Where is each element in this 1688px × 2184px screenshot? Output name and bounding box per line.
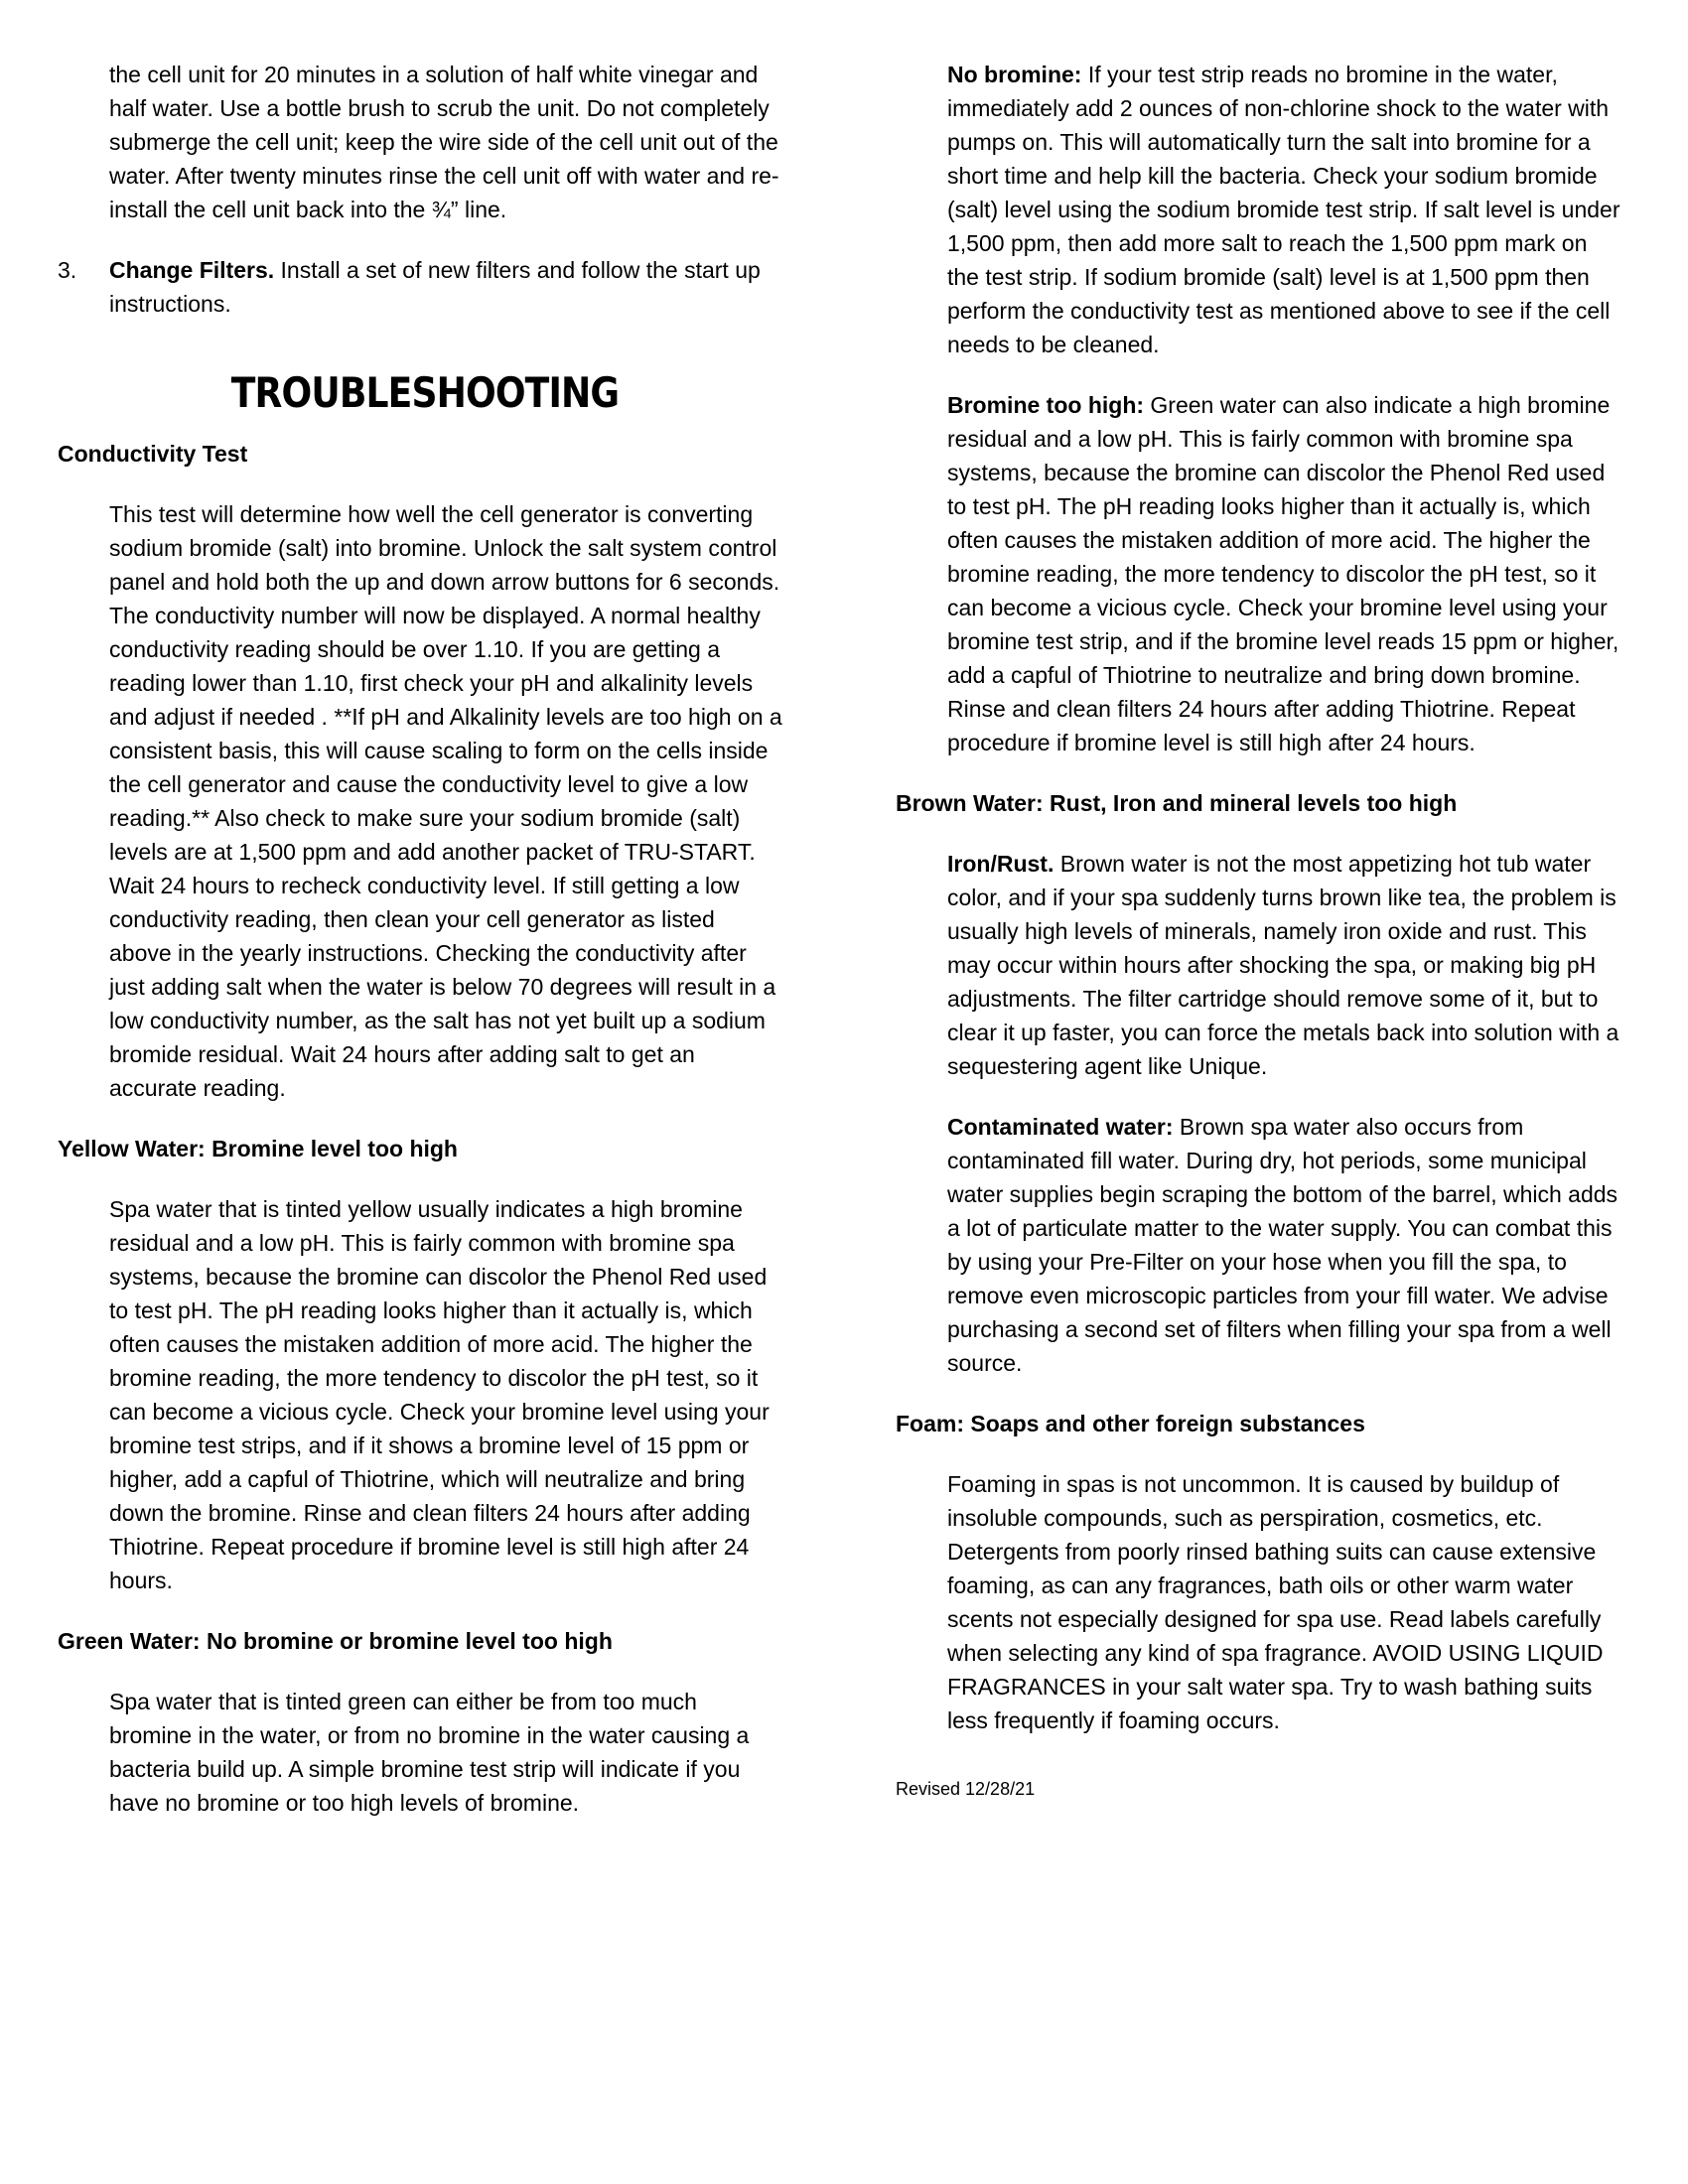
step-change-filters (58, 253, 792, 321)
bromine-too-high-paragraph (896, 388, 1630, 759)
contaminated-water-text: Brown spa water also occurs from contaminated fill water. During dry, hot periods, some municipal water supplies begin scraping the bottom of the barrel, which adds a lot of particulate matter to the water supply. You can combat this by using your Pre-Filter on your hose when you fill the spa, to remove even microscopic particles from your fill water. We advise purchasing a second set of filters when filling your spa from a well source. (947, 1114, 1618, 1376)
brown-water-heading: Brown Water: Rust, Iron and mineral levels too high (896, 790, 1458, 816)
conductivity-test-heading: Conductivity Test (58, 441, 248, 467)
foam-body: Foaming in spas is not uncommon. It is caused by buildup of insoluble compounds, such as perspiration, cosmetics, etc. Detergents from poorly rinsed bathing suits can cause extensive foaming, as can any fragrances, bath oils or other warm water scents not especially designed for spa use. Read labels carefully when selecting any kind of spa fragrance. AVOID USING LIQUID FRAGRANCES in your salt water spa. Try to wash bathing suits less frequently if foaming occurs. (947, 1471, 1604, 1733)
bromine-too-high-lead: Bromine too high: (947, 392, 1145, 418)
foam-heading: Foam: Soaps and other foreign substances (896, 1411, 1365, 1436)
revision-date: Revised 12/28/21 (896, 1779, 1036, 1799)
green-water-heading: Green Water: No bromine or bromine level too high (58, 1628, 613, 1654)
right-column (896, 58, 1630, 1801)
conductivity-test-body: This test will determine how well the cell generator is converting sodium bromide (salt) into bromine. Unlock the salt system control panel and hold both the up and down arrow buttons for 6 seconds. The conductivity number will now be displayed. A normal healthy conductivity reading should be over 1.10. If you are getting a reading lower than 1.10, first check your pH and alkalinity levels and adjust if needed . **If pH and Alkalinity levels are too high on a consistent basis, this will cause scaling to form on the cells inside the cell generator and cause the conductivity level to give a low reading.** Also check to make sure your sodium bromide (salt) levels are at 1,500 ppm and add another packet of TRU-START. Wait 24 hours to recheck conductivity level. If still getting a low conductivity reading, then clean your cell generator as listed above in the yearly instructions. Checking the conductivity after just adding salt when the water is below 70 degrees will result in a low conductivity number, as the salt has not yet built up a sodium bromide residual. Wait 24 hours after adding salt to get an accurate reading. (109, 501, 782, 1101)
iron-rust-text: Brown water is not the most appetizing hot tub water color, and if your spa suddenly turns brown like tea, the problem is usually high levels of minerals, namely iron oxide and rust. This may occur within hours after shocking the spa, or making big pH adjustments. The filter cartridge should remove some of it, but to clear it up faster, you can force the metals back into solution with a sequestering agent like Unique. (947, 851, 1619, 1079)
iron-rust-paragraph (896, 847, 1630, 1083)
step-text: Install a set of new filters and follow the start up instructions. (109, 257, 761, 317)
cleaning-instructions-continued: the cell unit for 20 minutes in a solution of half white vinegar and half water. Use a bottle brush to scrub the unit. Do not completely submerge the cell unit; keep the wire side of the cell unit out of the water. After twenty minutes rinse the cell unit off with water and re-install the cell unit back into the ¾” line. (109, 62, 779, 222)
contaminated-water-lead: Contaminated water: (947, 1114, 1174, 1140)
contaminated-water-paragraph (896, 1110, 1630, 1380)
left-column (58, 58, 792, 1846)
no-bromine-text: If your test strip reads no bromine in the water, immediately add 2 ounces of non-chlorine shock to the water with pumps on. This will automatically turn the salt into bromine for a short time and help kill the bacteria. Check your sodium bromide (salt) level using the sodium bromide test strip. If salt level is under 1,500 ppm, then add more salt to reach the 1,500 ppm mark on the test strip. If sodium bromide (salt) level is at 1,500 ppm then perform the conductivity test as mentioned above to see if the cell needs to be cleaned. (947, 62, 1620, 357)
green-water-body: Spa water that is tinted green can either be from too much bromine in the water, or from no bromine in the water causing a bacteria build up. A simple bromine test strip will indicate if you have no bromine or too high levels of bromine. (109, 1689, 750, 1816)
yellow-water-heading: Yellow Water: Bromine level too high (58, 1136, 458, 1161)
iron-rust-lead: Iron/Rust. (947, 851, 1055, 877)
step-lead: Change Filters. (109, 257, 275, 283)
no-bromine-lead: No bromine: (947, 62, 1082, 87)
step-number: 3. (58, 257, 77, 283)
bromine-too-high-text: Green water can also indicate a high bromine residual and a low pH. This is fairly common with bromine spa systems, because the bromine can discolor the Phenol Red used to test pH. The pH reading looks higher than it actually is, which often causes the mistaken addition of more acid. The higher the bromine reading, the more tendency to discolor the pH test, so it can become a vicious cycle. Check your bromine level using your bromine test strip, and if the bromine level reads 15 ppm or higher, add a capful of Thiotrine to neutralize and bring down bromine. Rinse and clean filters 24 hours after adding Thiotrine. Repeat procedure if bromine level is still high after 24 hours. (947, 392, 1619, 755)
troubleshooting-title: TROUBLESHOOTING (230, 368, 620, 417)
no-bromine-paragraph (896, 58, 1630, 361)
yellow-water-body: Spa water that is tinted yellow usually indicates a high bromine residual and a low pH. This is fairly common with bromine spa systems, because the bromine can discolor the Phenol Red used to test pH. The pH reading looks higher than it actually is, which often causes the mistaken addition of more acid. The higher the bromine reading, the more tendency to discolor the pH test, so it can become a vicious cycle. Check your bromine level using your bromine test strips, and if it shows a bromine level of 15 ppm or higher, add a capful of Thiotrine, which will neutralize and bring down the bromine. Rinse and clean filters 24 hours after adding Thiotrine. Repeat procedure if bromine level is still high after 24 hours. (109, 1196, 770, 1593)
